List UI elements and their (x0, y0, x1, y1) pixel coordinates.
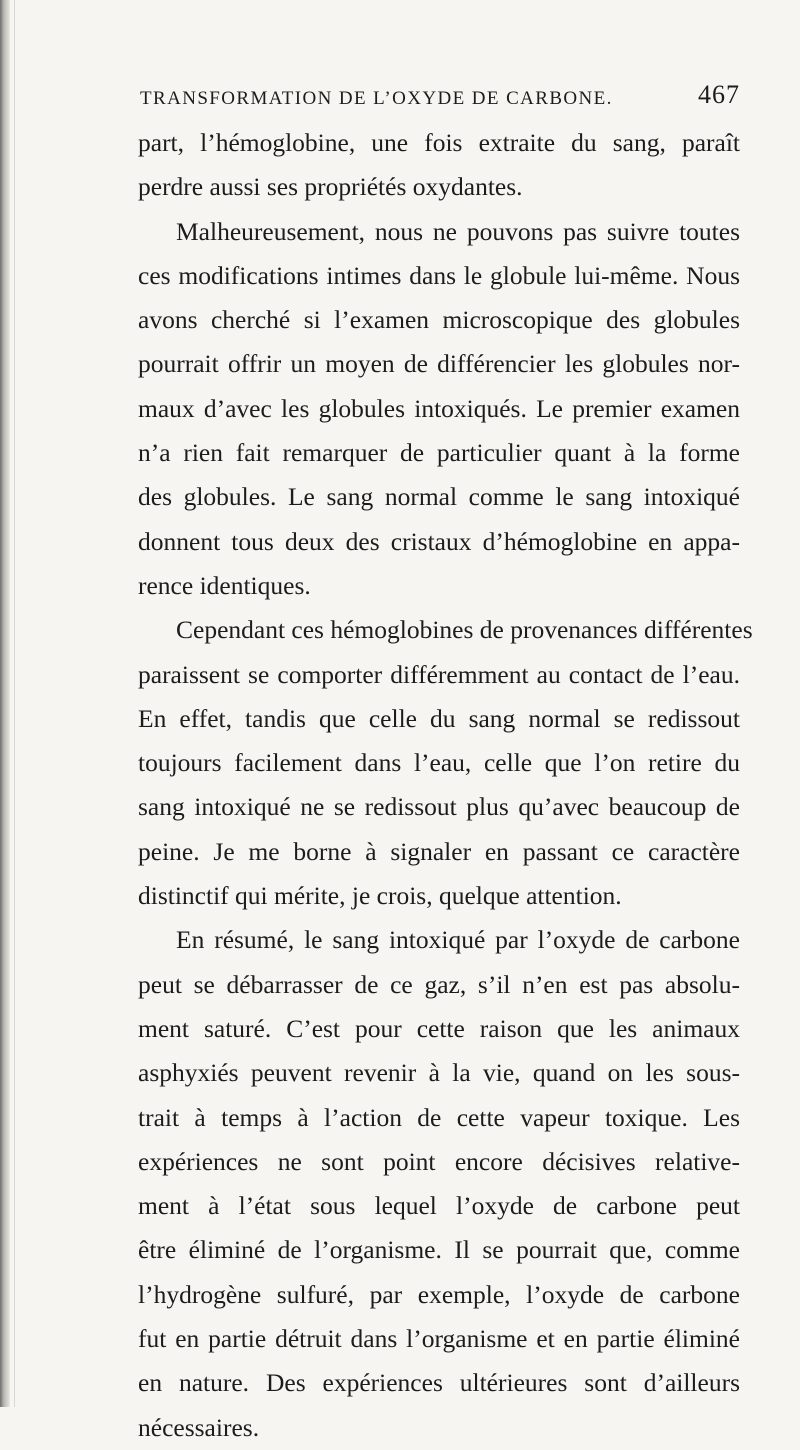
text-line: des globules. Le sang normal comme le sang intoxiqué (138, 482, 740, 512)
text-line: fut en partie détruit dans l’organisme et en partie éliminé (138, 1324, 740, 1354)
text-line: donnent tous deux des cristaux d’hémoglobine en appa- (138, 526, 740, 556)
text-line: En effet, tandis que celle du sang normal se redissout (138, 703, 740, 733)
page-binding-shadow (0, 0, 10, 1407)
text-line: n’a rien fait remarquer de particulier quant à la forme (138, 438, 740, 468)
text-line: Cependant ces hémoglobines de provenances différentes (176, 615, 753, 645)
text-line: l’hydrogène sulfuré, par exemple, l’oxyde de carbone (138, 1279, 740, 1309)
body-text (138, 121, 753, 1450)
text-line: toujours facilement dans l’eau, celle que l’on retire du (138, 748, 740, 778)
text-line: être éliminé de l’organisme. Il se pourrait que, comme (138, 1235, 740, 1265)
text-line: ment saturé. C’est pour cette raison que les animaux (138, 1013, 740, 1043)
text-line: distinctif qui mérite, je crois, quelque attention. (138, 881, 622, 911)
text-line: sang intoxiqué ne se redissout plus qu’avec beaucoup de (138, 792, 740, 822)
text-line: expériences ne sont point encore décisives relative- (138, 1146, 740, 1176)
text-line: ment à l’état sous lequel l’oxyde de carbone peut (138, 1191, 740, 1221)
text-line: Malheureusement, nous ne pouvons pas suivre toutes (176, 216, 740, 246)
header-title: TRANSFORMATION DE L’OXYDE DE CARBONE. (140, 88, 613, 109)
text-line: paraissent se comporter différemment au contact de l’eau. (138, 659, 740, 689)
page-number: 467 (698, 80, 740, 109)
text-line: en nature. Des expériences ultérieures sont d’ailleurs (138, 1368, 740, 1398)
running-header (140, 80, 740, 120)
text-line: trait à temps à l’action de cette vapeur toxique. Les (138, 1102, 740, 1132)
text-line: perdre aussi ses propriétés oxydantes. (138, 172, 523, 202)
text-line: ces modifications intimes dans le globule lui-même. Nous (138, 260, 740, 290)
text-line: En résumé, le sang intoxiqué par l’oxyde de carbone (176, 925, 740, 955)
text-line: asphyxiés peuvent revenir à la vie, quand on les sous- (138, 1058, 740, 1088)
text-line: part, l’hémoglobine, une fois extraite du sang, paraît (138, 128, 740, 157)
page-edge-line (14, 0, 15, 1407)
text-line: maux d’avec les globules intoxiqués. Le premier examen (138, 393, 740, 423)
text-line: rence identiques. (138, 570, 311, 600)
text-line: peut se débarrasser de ce gaz, s’il n’en est pas absolu- (138, 969, 740, 999)
text-line: nécessaires. (138, 1412, 260, 1442)
text-line: pourrait offrir un moyen de différencier les globules nor- (138, 349, 740, 379)
text-line: avons cherché si l’examen microscopique des globules (138, 305, 740, 335)
text-line: peine. Je me borne à signaler en passant ce caractère (138, 836, 740, 866)
